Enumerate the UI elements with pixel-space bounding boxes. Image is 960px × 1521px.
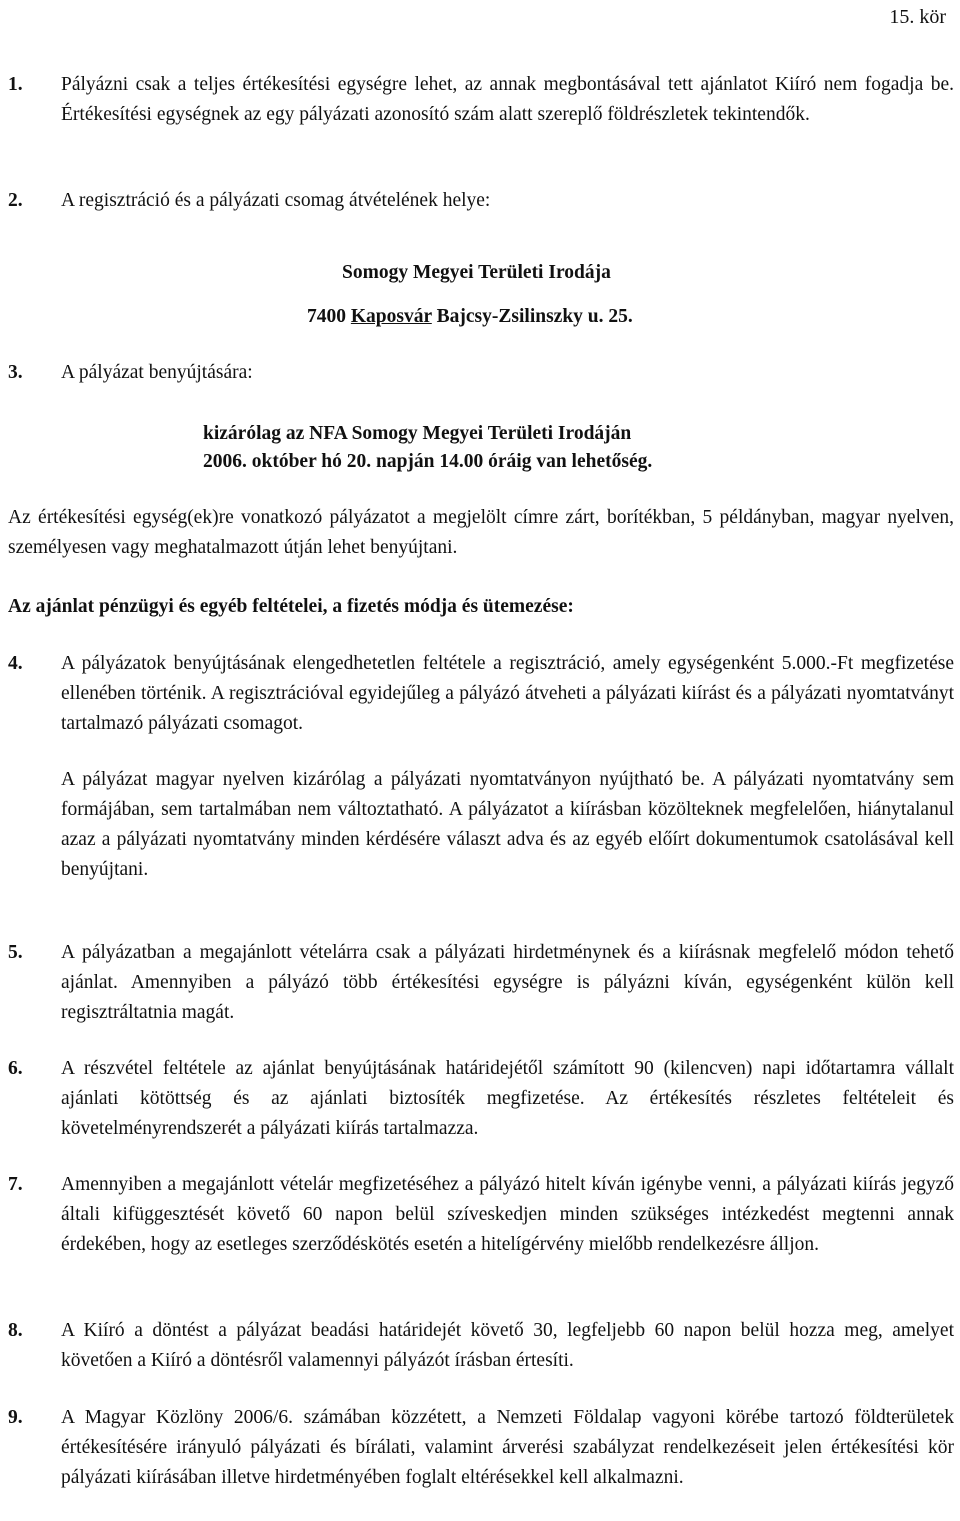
list-item-6 <box>8 1054 954 1144</box>
list-item-9 <box>8 1403 954 1493</box>
item-text: Pályázni csak a teljes értékesítési egységre lehet, az annak megbontásával tett ajánlatot Kiíró nem fogadja be. Értékesítési egységnek az egy pályázati azonosító szám alatt szereplő földrészletek tekintendők. <box>61 74 954 125</box>
office-name: Somogy Megyei Területi Irodája <box>342 262 611 283</box>
item-number: 5. <box>8 942 23 963</box>
office-zip: 7400 <box>307 306 346 327</box>
financial-heading: Az ajánlat pénzügyi és egyéb feltételei, a fizetés módja és ütemezése: <box>8 596 574 617</box>
office-street: Bajcsy-Zsilinszky u. 25. <box>436 306 633 327</box>
list-item-7 <box>8 1170 954 1260</box>
item-text: A Magyar Közlöny 2006/6. számában közzétett, a Nemzeti Földalap vagyoni körébe tartozó földterületek értékesítésére irányuló pályázati és bírálati, valamint árverési szabályzat rendelkezéseit jelen értékesítési kör pályázati kiírásában illetve hirdetményében foglalt eltérésekkel kell alkalmazni. <box>61 1407 954 1488</box>
item-4-paragraph: A pályázat magyar nyelven kizárólag a pályázati nyomtatványon nyújtható be. A pályázati nyomtatvány sem formájában, sem tartalmában nem változtatható. A pályázatot a kiírásban közölteknek megfelelően, hiánytalanul azaz a pályázati nyomtatvány minden kérdésére választ adva és az egyéb előírt dokumentumok csatolásával kell benyújtani. <box>61 769 954 880</box>
office-address <box>307 302 633 332</box>
submission-text: Az értékesítési egység(ek)re vonatkozó pályázatot a megjelölt címre zárt, borítékban, 5 példányban, magyar nyelven, személyesen vagy meghatalmazott útján lehet benyújtani. <box>8 507 954 558</box>
item-number: 2. <box>8 190 23 211</box>
list-item-2 <box>8 186 954 216</box>
deadline-line-2: 2006. október hó 20. napján 14.00 óráig van lehetőség. <box>203 451 653 472</box>
item-number: 1. <box>8 74 23 95</box>
item-text: A pályázatok benyújtásának elengedhetetlen feltétele a regisztráció, amely egységenként 5.000.-Ft megfizetése ellenében történik. A regisztrációval egyidejűleg a pályázó átveheti a pályázati kiírást és a pályázati nyomtatványt tartalmazó pályázati csomagot. <box>61 653 954 734</box>
item-text: Amennyiben a megajánlott vételár megfizetéséhez a pályázó hitelt kíván igénybe venni, a pályázati kiírás jegyző általi kifüggesztését követő 60 napon belül szíveskedjen minden szükséges intézkedést megtenni annak érdekében, hogy az esetleges szerződéskötés esetén a hitelígérvény mielőbb rendelkezésre álljon. <box>61 1174 954 1255</box>
item-number: 9. <box>8 1407 23 1428</box>
list-item-4 <box>8 649 954 739</box>
list-item-8 <box>8 1316 954 1376</box>
item-text: A pályázat benyújtására: <box>61 362 253 383</box>
item-text: A részvétel feltétele az ajánlat benyújtásának határidejétől számított 90 (kilencven) napi időtartamra vállalt ajánlati kötöttség és az ajánlati biztosíték megfizetése. Az értékesítés részletes feltételeit és követelményrendszerét a pályázati kiírás tartalmazza. <box>61 1058 954 1139</box>
list-item-1 <box>8 70 954 130</box>
deadline-line-1: kizárólag az NFA Somogy Megyei Területi Irodáján <box>203 423 632 444</box>
item-number: 8. <box>8 1320 23 1341</box>
item-text: A Kiíró a döntést a pályázat beadási határidejét követő 30, legfeljebb 60 napon belül hozza meg, amelyet követően a Kiíró a döntésről valamennyi pályázót írásban értesíti. <box>61 1320 954 1371</box>
item-text: A regisztráció és a pályázati csomag átvételének helye: <box>61 190 491 211</box>
item-number: 6. <box>8 1058 23 1079</box>
item-number: 3. <box>8 362 23 383</box>
list-item-5 <box>8 938 954 1028</box>
item-number: 7. <box>8 1174 23 1195</box>
item-text: A pályázatban a megajánlott vételárra csak a pályázati hirdetménynek és a kiírásnak megfelelő módon tehető ajánlat. Amennyiben a pályázó több értékesítési egységre is pályázni kíván, egységenként külön kell regisztráltatnia magát. <box>61 942 954 1023</box>
item-number: 4. <box>8 653 23 674</box>
page-number: 15. kör <box>889 6 946 28</box>
list-item-3 <box>8 358 954 388</box>
office-city: Kaposvár <box>350 306 432 327</box>
